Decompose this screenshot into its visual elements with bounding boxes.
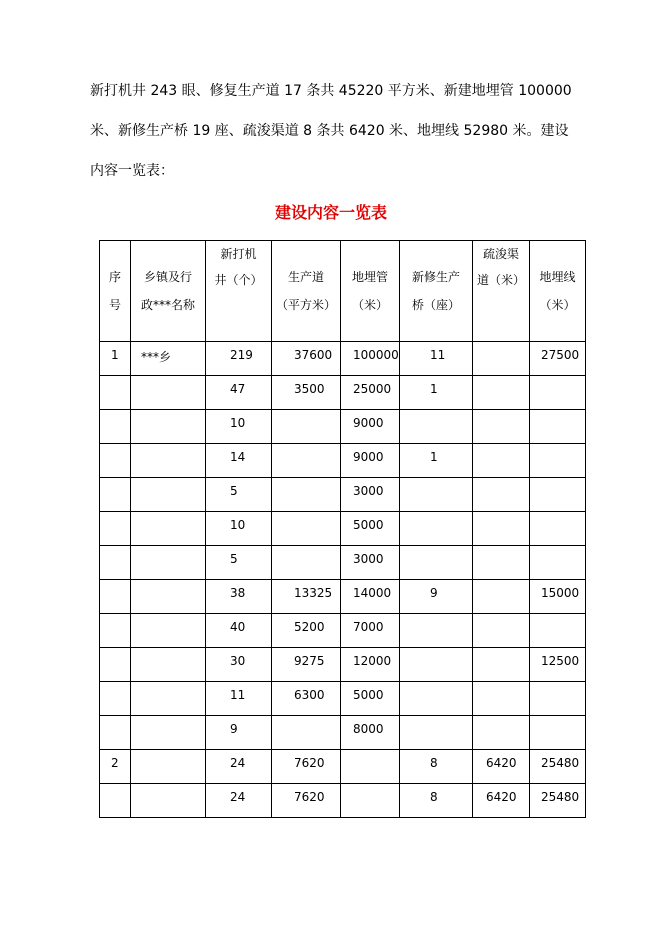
cell-town [131,478,206,512]
cell-road: 7620 [272,784,341,818]
cell-seq [100,512,131,546]
table-row [100,750,586,784]
cell-seq [100,546,131,580]
cell-canal [473,648,530,682]
cell-pipe: 7000 [341,614,400,648]
table-row [100,342,586,376]
table-row [100,444,586,478]
cell-well: 24 [206,750,272,784]
cell-road: 5200 [272,614,341,648]
cell-road [272,478,341,512]
cell-cable [530,716,586,750]
cell-road: 7620 [272,750,341,784]
cell-cable: 25480 [530,784,586,818]
cell-town [131,784,206,818]
cell-well: 5 [206,546,272,580]
cell-bridge [400,512,473,546]
cell-road: 37600 [272,342,341,376]
cell-pipe [341,750,400,784]
cell-bridge [400,682,473,716]
table-row [100,410,586,444]
cell-town [131,444,206,478]
table-row [100,716,586,750]
table-row [100,614,586,648]
cell-road: 13325 [272,580,341,614]
cell-road: 3500 [272,376,341,410]
cell-cable [530,512,586,546]
cell-seq [100,376,131,410]
cell-cable [530,444,586,478]
cell-seq [100,784,131,818]
cell-cable: 12500 [530,648,586,682]
cell-bridge [400,410,473,444]
cell-canal [473,444,530,478]
cell-canal [473,580,530,614]
table-row [100,784,586,818]
cell-seq: 1 [100,342,131,376]
cell-canal: 6420 [473,750,530,784]
cell-seq [100,614,131,648]
cell-cable: 25480 [530,750,586,784]
cell-bridge [400,716,473,750]
header-town: 乡镇及行 政***名称 [131,241,206,342]
cell-seq [100,410,131,444]
cell-well: 14 [206,444,272,478]
cell-canal [473,614,530,648]
cell-cable [530,682,586,716]
cell-well: 5 [206,478,272,512]
construction-table [99,240,586,818]
cell-pipe: 12000 [341,648,400,682]
cell-cable [530,614,586,648]
cell-pipe: 100000 [341,342,400,376]
cell-canal [473,716,530,750]
cell-bridge: 8 [400,750,473,784]
cell-canal: 6420 [473,784,530,818]
cell-town [131,376,206,410]
header-bridge: 新修生产 桥（座） [400,241,473,342]
cell-well: 10 [206,512,272,546]
cell-road [272,546,341,580]
cell-town [131,512,206,546]
cell-pipe: 9000 [341,444,400,478]
cell-cable [530,546,586,580]
cell-pipe: 5000 [341,682,400,716]
cell-seq [100,444,131,478]
cell-well: 219 [206,342,272,376]
cell-town [131,546,206,580]
header-well: 新打机 井（个） [206,241,272,342]
cell-town [131,580,206,614]
cell-pipe [341,784,400,818]
cell-pipe: 9000 [341,410,400,444]
cell-well: 38 [206,580,272,614]
cell-seq [100,716,131,750]
cell-well: 30 [206,648,272,682]
cell-town [131,410,206,444]
cell-canal [473,410,530,444]
header-row [100,241,586,342]
cell-well: 9 [206,716,272,750]
header-cable: 地埋线 （米） [530,241,586,342]
cell-pipe: 5000 [341,512,400,546]
intro-line-3: 内容一览表： [90,163,174,179]
header-seq: 序 号 [100,241,131,342]
cell-cable: 27500 [530,342,586,376]
cell-road [272,444,341,478]
cell-seq [100,580,131,614]
cell-bridge [400,546,473,580]
cell-town: ***乡 [131,342,206,376]
cell-cable [530,376,586,410]
cell-bridge: 11 [400,342,473,376]
table-row [100,682,586,716]
cell-bridge: 1 [400,376,473,410]
header-road: 生产道 （平方米） [272,241,341,342]
table-row [100,478,586,512]
cell-seq [100,682,131,716]
table-title: 建设内容一览表 [274,203,387,222]
cell-road [272,716,341,750]
cell-pipe: 3000 [341,478,400,512]
cell-canal [473,376,530,410]
cell-bridge: 1 [400,444,473,478]
cell-well: 11 [206,682,272,716]
table-row [100,580,586,614]
cell-pipe: 25000 [341,376,400,410]
cell-seq [100,648,131,682]
cell-canal [473,682,530,716]
cell-cable: 15000 [530,580,586,614]
cell-seq [100,478,131,512]
cell-seq: 2 [100,750,131,784]
cell-canal [473,478,530,512]
cell-bridge [400,648,473,682]
intro-line-2: 米、新修生产桥 19 座、疏浚渠道 8 条共 6420 米、地埋线 52980 米。建设 [90,123,569,139]
cell-well: 40 [206,614,272,648]
cell-town [131,614,206,648]
table-row [100,648,586,682]
cell-road [272,410,341,444]
cell-bridge [400,614,473,648]
cell-road: 9275 [272,648,341,682]
cell-well: 24 [206,784,272,818]
header-pipe: 地埋管 （米） [341,241,400,342]
cell-well: 10 [206,410,272,444]
cell-well: 47 [206,376,272,410]
cell-pipe: 14000 [341,580,400,614]
cell-canal [473,512,530,546]
cell-bridge [400,478,473,512]
intro-line-1: 新打机井 243 眼、修复生产道 17 条共 45220 平方米、新建地埋管 100000 [90,83,572,99]
cell-pipe: 3000 [341,546,400,580]
cell-cable [530,410,586,444]
table-row [100,512,586,546]
cell-bridge: 9 [400,580,473,614]
cell-canal [473,546,530,580]
cell-town [131,682,206,716]
cell-road [272,512,341,546]
cell-road: 6300 [272,682,341,716]
table-row [100,376,586,410]
header-canal: 疏浚渠 道（米） [473,241,530,342]
cell-town [131,750,206,784]
cell-pipe: 8000 [341,716,400,750]
cell-bridge: 8 [400,784,473,818]
table-row [100,546,586,580]
cell-canal [473,342,530,376]
cell-cable [530,478,586,512]
cell-town [131,716,206,750]
cell-town [131,648,206,682]
